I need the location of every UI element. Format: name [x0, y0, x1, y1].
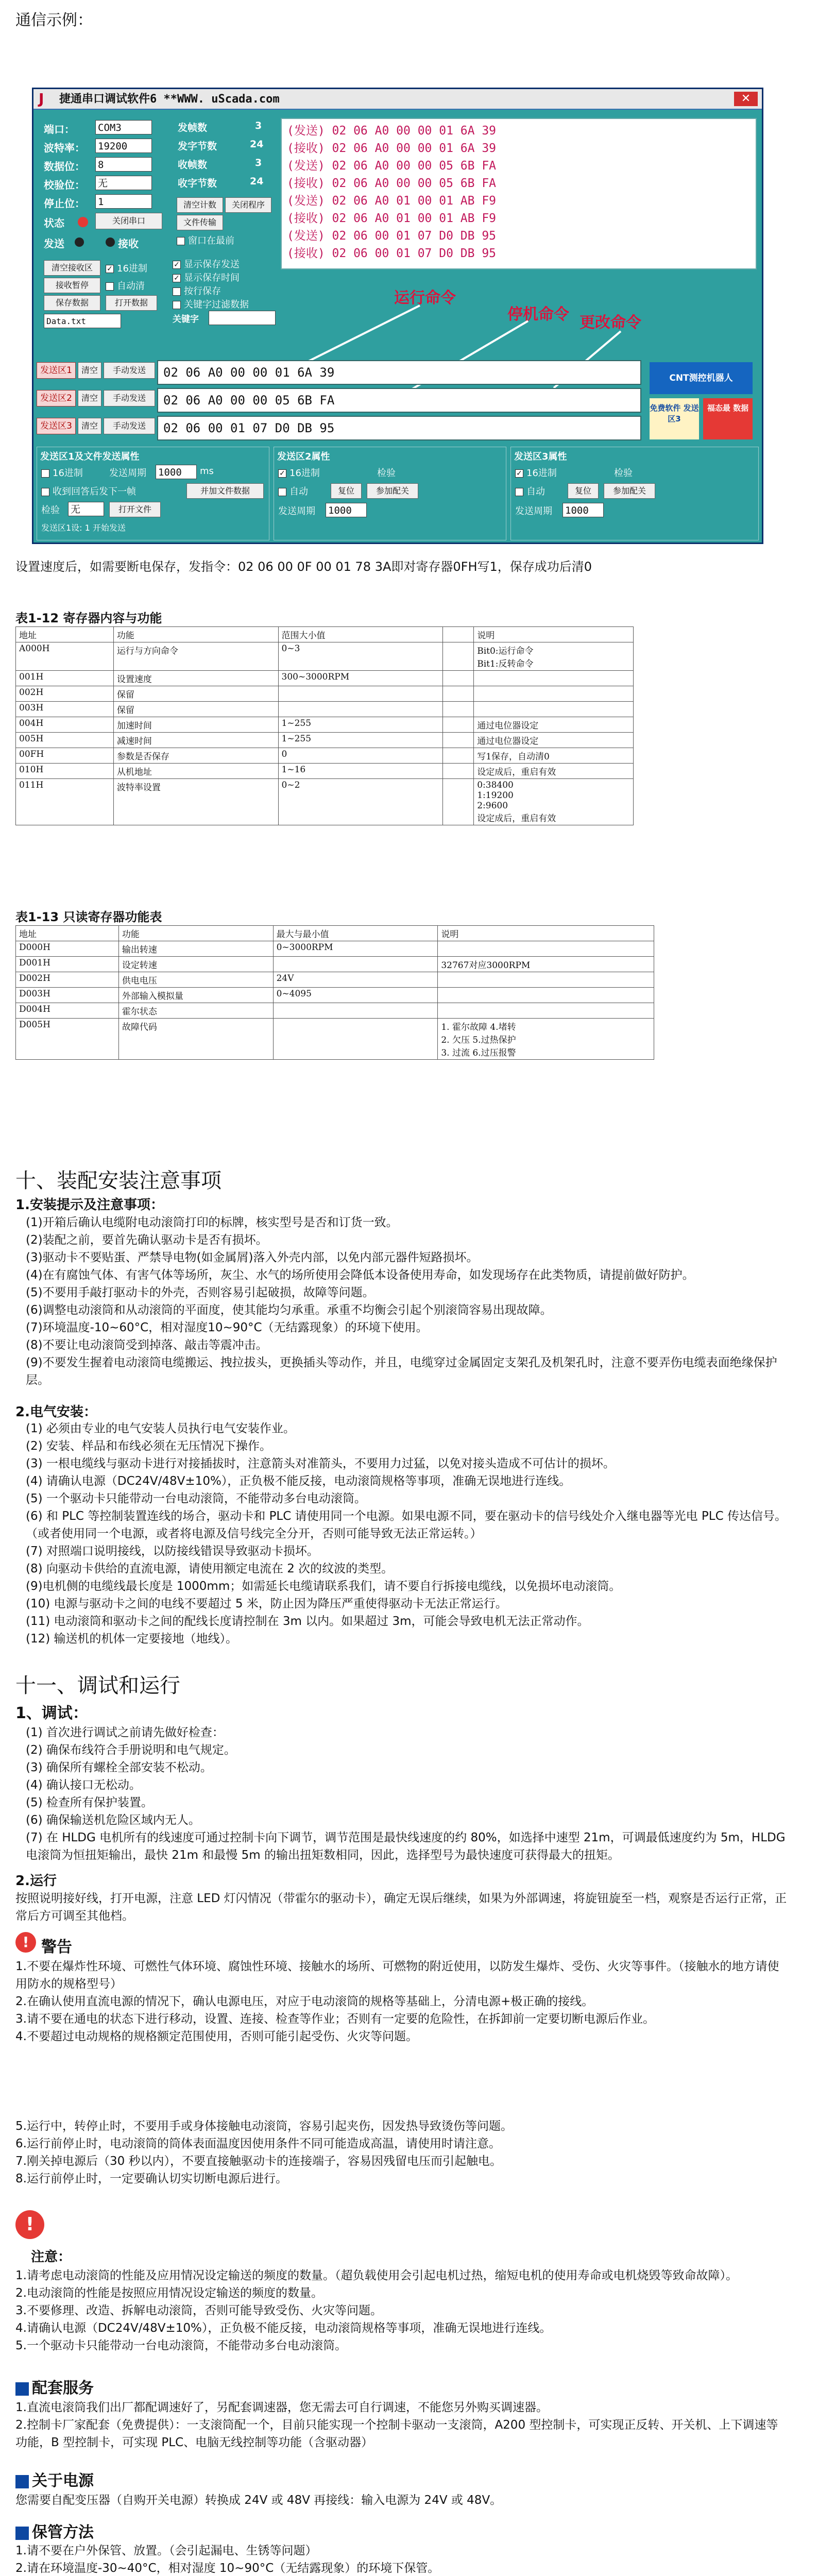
- table-cell: 010H: [16, 764, 114, 779]
- recv-label: 接收: [118, 238, 139, 250]
- table-cell: 地址: [16, 926, 119, 941]
- list-item: 3.请不要在通电的状态下进行移动，设置、连接、检查等作业；否则有一定要的危险性，在拆卸前一定要切断电源后作业。: [15, 2012, 655, 2026]
- table-cell: 1~255: [278, 717, 443, 733]
- panel-title: 发送区1及文件发送属性: [40, 451, 140, 462]
- table-cell: 0~3000RPM: [273, 941, 438, 957]
- auto3-checkbox[interactable]: 自动: [515, 484, 545, 498]
- square-bullet-icon: [15, 2527, 29, 2540]
- service-title: 配套服务: [15, 2375, 94, 2398]
- list-item: 4.请确认电源（DC24V/48V±10%），正负极不能反接，电动滚筒规格等事项，准确无误地进行连线。: [15, 2321, 552, 2335]
- electrical-list: [26, 1420, 788, 1648]
- table2-title: 表1-13 只读寄存器功能表: [15, 910, 162, 924]
- install-list: [26, 1214, 788, 1389]
- table-cell: 0~3: [278, 642, 443, 671]
- power-title: 关于电源: [15, 2468, 94, 2490]
- table-cell: [443, 702, 474, 717]
- clear-receive-button[interactable]: 清空接收区: [44, 260, 100, 276]
- table-cell: 地址: [16, 627, 114, 642]
- list-item: (3) 确保所有螺栓全部安装不松动。: [26, 1761, 212, 1774]
- status-label: 状态: [44, 217, 64, 229]
- manual-send-1-button[interactable]: 手动发送: [104, 362, 155, 379]
- list-item: 1.请不要在户外保管、放置。（会引起漏电、生锈等问题）: [15, 2544, 317, 2557]
- table-cell: 加速时间: [113, 717, 278, 733]
- checksum-select[interactable]: 无: [68, 502, 104, 516]
- table-cell: 1~255: [278, 733, 443, 748]
- power-text: 您需要自配变压器（自购开关电源）转换成 24V 或 48V 再接线：输入电源为 24V 或 48V。: [15, 2494, 502, 2507]
- table-row: [16, 941, 654, 957]
- list-item: (5) 一个驱动卡只能带动一台电动滚筒，不能带动多台电动滚筒。: [26, 1492, 366, 1505]
- section10-title: 十、装配安装注意事项: [15, 1169, 221, 1193]
- data-bits-select[interactable]: 8: [95, 157, 152, 172]
- list-item: 2.在确认使用直流电源的情况下，确认电源电压，对应于电动滚筒的规格等基础上，分清电源+极正确的接线。: [15, 1995, 594, 2008]
- list-item: (3) 一根电缆线与驱动卡进行对接插拔时，注意箭头对准箭头，不要用力过猛，以免对接头造成不可估计的损坏。: [26, 1457, 615, 1470]
- table-cell: 保留: [113, 702, 278, 717]
- hex16-checkbox[interactable]: ✓ 16进制: [106, 261, 147, 275]
- panel-title: 发送区3属性: [514, 451, 567, 462]
- cycle-input[interactable]: 1000: [156, 465, 197, 479]
- table-cell: 0:38400 1:19200 2:9600 设定成后，重启有效: [474, 779, 634, 825]
- list-item: (7)环境温度-10~60°C，相对湿度10~90°C（无结露现象）的环境下使用。: [26, 1321, 428, 1334]
- counter-value: 24: [250, 139, 264, 150]
- table-cell: [273, 1003, 438, 1019]
- table-cell: 最大与最小值: [273, 926, 438, 941]
- baud-select[interactable]: 19200: [95, 139, 152, 153]
- open-data-button[interactable]: 打开数据: [106, 295, 157, 311]
- send-area-1-panel: [37, 447, 269, 540]
- table-cell: 002H: [16, 686, 114, 702]
- square-bullet-icon: [15, 2475, 29, 2488]
- cycle2-label: 发送周期: [278, 506, 315, 517]
- list-item: 6.运行前停止时，电动滚筒的筒体表面温度因使用条件不同可能造成高温，请使用时请注意。: [15, 2137, 501, 2150]
- save-data-button[interactable]: 保存数据: [44, 295, 100, 311]
- cnt-robot-badge[interactable]: CNT测控机器人: [650, 362, 753, 394]
- counter-label: 发字节数: [178, 141, 217, 152]
- send-area-1-input[interactable]: 02 06 A0 00 00 01 6A 39: [157, 360, 641, 385]
- warning-title: 警告: [41, 1938, 72, 1956]
- serial-tool-window: [32, 88, 763, 544]
- table-row: [16, 686, 634, 702]
- table-row: [16, 717, 634, 733]
- cycle3-label: 发送周期: [515, 506, 552, 517]
- close-port-button[interactable]: 关闭串口: [95, 213, 162, 229]
- table-row: [16, 702, 634, 717]
- send-area-1-label: 发送区1: [37, 362, 76, 379]
- table-cell: A000H: [16, 642, 114, 671]
- table-cell: 功能: [118, 926, 273, 941]
- list-item: 2.请在环境温度-30~40°C，相对湿度 10~90°C（无结露现象）的环境下保管。: [15, 2562, 440, 2575]
- table-cell: D001H: [16, 957, 119, 972]
- table-cell: 001H: [16, 671, 114, 686]
- table-row: [16, 733, 634, 748]
- rx-line: (接收) 02 06 A0 00 00 05 6B FA: [287, 177, 497, 190]
- counter-label: 发帧数: [178, 122, 208, 133]
- receive-area[interactable]: [281, 118, 757, 269]
- free-software-badge[interactable]: 免费软件 发送区3: [650, 398, 699, 439]
- table-cell: [443, 686, 474, 702]
- table-cell: [438, 1003, 654, 1019]
- cycle3-input[interactable]: 1000: [563, 503, 604, 517]
- table-cell: 通过电位器设定: [474, 717, 634, 733]
- table-cell: 0~4095: [273, 988, 438, 1003]
- table-cell: 005H: [16, 733, 114, 748]
- table-cell: 外部输入模拟量: [118, 988, 273, 1003]
- list-item: (1) 必须由专业的电气安装人员执行电气安装作业。: [26, 1422, 295, 1435]
- table-cell: D003H: [16, 988, 119, 1003]
- app-logo-icon: J: [39, 90, 44, 107]
- counter-label: 收帧数: [178, 159, 208, 171]
- table-row: [16, 957, 654, 972]
- table-cell: [438, 941, 654, 957]
- send-area-3-label: 发送区3: [37, 418, 76, 434]
- port-label: 端口：: [44, 123, 75, 135]
- rx-line: (接收) 02 06 A0 00 00 01 6A 39: [287, 142, 497, 155]
- warning-icon: !: [15, 1932, 36, 1953]
- table-cell: 参数是否保存: [113, 748, 278, 764]
- clear-count-button[interactable]: 清空计数: [177, 197, 223, 213]
- table-cell: 设置速度: [113, 671, 278, 686]
- reset3-button[interactable]: 复位: [568, 483, 599, 499]
- send-area-2-input[interactable]: 02 06 A0 00 00 05 6B FA: [157, 388, 641, 413]
- table-cell: 供电电压: [118, 972, 273, 988]
- list-item: (8) 向驱动卡供给的直流电源，请使用额定电流在 2 次的纹波的类型。: [26, 1562, 394, 1575]
- recv-led-icon: [106, 238, 115, 247]
- rx-line: (发送) 02 06 00 01 07 D0 DB 95: [287, 229, 497, 243]
- list-item: (5) 检查所有保护装置。: [26, 1796, 153, 1809]
- table-cell: 故障代码: [118, 1019, 273, 1060]
- table-cell: 说明: [438, 926, 654, 941]
- list-item: 5.运行中，转停止时，不要用手或身体接触电动滚筒，容易引起夹伤，因发热导致烫伤等问题。: [15, 2120, 513, 2133]
- ref3-button[interactable]: 参加配关: [604, 483, 655, 499]
- counter-value: 3: [255, 120, 262, 131]
- close-app-button[interactable]: 关闭程序: [225, 197, 271, 213]
- table-cell: 0~2: [278, 779, 443, 825]
- list-item: (2)装配之前，要首先确认驱动卡是否有损坏。: [26, 1233, 268, 1247]
- square-bullet-icon: [15, 2382, 29, 2396]
- table-cell: [443, 733, 474, 748]
- add-file-button[interactable]: 并加文件数据: [186, 483, 264, 499]
- hex16-send3-checkbox[interactable]: ✓16进制: [515, 466, 557, 479]
- table-cell: 设定成后，重启有效: [474, 764, 634, 779]
- annotation-change: 更改命令: [580, 314, 641, 332]
- parity-select[interactable]: 无: [95, 176, 152, 190]
- table-cell: 1~16: [278, 764, 443, 779]
- data-file-input[interactable]: Data.txt: [44, 314, 121, 328]
- run-title: 2.运行: [15, 1873, 57, 1889]
- list-item: (8)不要让电动滚筒受到掉落、敲击等震冲击。: [26, 1338, 268, 1352]
- rx-line: (接收) 02 06 00 01 07 D0 DB 95: [287, 247, 497, 260]
- list-item: (1)开箱后确认电缆附电动滚筒打印的标牌，核实型号是否和订货一致。: [26, 1216, 398, 1229]
- list-item: 3.不要修理、改造、拆解电动滚筒，否则可能导致受伤、火灾等问题。: [15, 2304, 382, 2317]
- cycle2-input[interactable]: 1000: [326, 503, 367, 517]
- list-item: 1.不要在爆炸性环境、可燃性气体环境、腐蚀性环境、接触水的场所、可燃物的附近使用，以防发生爆炸、受伤、火灾等事件。（接触水的地方请使用防水的规格型号）: [15, 1960, 779, 1991]
- hex16-send2-checkbox[interactable]: ✓16进制: [278, 466, 320, 479]
- list-item: (7) 在 HLDG 电机所有的线速度可通过控制卡向下调节，调节范围是最快线速度的约 80%，如选择中速型 21m，可调最低速度约为 5m，HLDG 电滚筒为恒扭矩输出，最快 21m 和最慢 5m 的输出扭矩数相同，因此，选择型号为最快速度可获得最大的扭矩。: [26, 1831, 786, 1862]
- list-item: 2.电动滚筒的性能是按照应用情况设定输送的频度的数量。: [15, 2286, 323, 2300]
- table-cell: [443, 642, 474, 671]
- table-row: [16, 1019, 654, 1060]
- table-row: [16, 1003, 654, 1019]
- table-cell: [443, 671, 474, 686]
- table-cell: [474, 702, 634, 717]
- table-cell: [443, 627, 474, 642]
- table-cell: 24V: [273, 972, 438, 988]
- clear-send-1-button[interactable]: 清空: [78, 362, 101, 379]
- list-item: (4) 请确认电源（DC24V/48V±10%），正负极不能反接，电动滚筒规格等事项，准确无误地进行连线。: [26, 1475, 571, 1488]
- table-row: [16, 671, 634, 686]
- table-row: [16, 972, 654, 988]
- status-led-icon: [78, 217, 88, 227]
- table-cell: 说明: [474, 627, 634, 642]
- reset2-button[interactable]: 复位: [331, 483, 362, 499]
- send-led-icon: [75, 238, 84, 247]
- service-list: [15, 2399, 788, 2451]
- list-item: (6) 确保输送机危险区域内无人。: [26, 1814, 200, 1827]
- table-cell: 设定转速: [118, 957, 273, 972]
- send-label: 发送: [44, 238, 64, 250]
- table-cell: [443, 748, 474, 764]
- table-cell: [474, 686, 634, 702]
- table-row: [16, 779, 634, 825]
- checksum3-label: 检验: [614, 468, 633, 479]
- on-top-checkbox[interactable]: 窗口在最前: [177, 233, 234, 247]
- readonly-table: [15, 925, 654, 1060]
- list-item: (6)调整电动滚筒和从动滚筒的平面度，使其能均匀承重。承重不均衡会引起个别滚筒容易出现故障。: [26, 1303, 552, 1317]
- table-cell: [474, 671, 634, 686]
- table-cell: [273, 957, 438, 972]
- table-header-row: [16, 627, 634, 642]
- register-table: [15, 626, 634, 825]
- bottom-label: 发送区1设: 1 开始发送: [41, 523, 126, 533]
- rx-line: (接收) 02 06 A0 01 00 01 AB F9: [287, 212, 497, 225]
- list-item: (4) 确认接口无松动。: [26, 1778, 141, 1792]
- promo-badge[interactable]: 福态最 数据: [703, 398, 753, 439]
- warning-list: [15, 1958, 788, 2045]
- open-file-button[interactable]: 打开文件: [109, 502, 161, 517]
- hex16-send-checkbox[interactable]: 16进制: [41, 466, 83, 479]
- table-cell: [273, 1019, 438, 1060]
- table-cell: [443, 764, 474, 779]
- table-cell: 功能: [113, 627, 278, 642]
- table-cell: 写1保存，自动清0: [474, 748, 634, 764]
- table-cell: 从机地址: [113, 764, 278, 779]
- list-item: 1.请考虑电动滚筒的性能及应用情况设定输送的频度的数量。（超负载使用会引起电机过热，缩短电机的使用寿命或电机烧毁等致命故障）。: [15, 2269, 738, 2282]
- list-item: (9)不要发生握着电动滚筒电缆搬运、拽拉拔头，更换插头等动作，并且，电缆穿过金属固定支架孔及机架孔时，注意不要弄伤电缆表面绝缘保护层。: [26, 1356, 777, 1387]
- ref2-button[interactable]: 参加配关: [367, 483, 418, 499]
- table-header-row: [16, 926, 654, 941]
- table-cell: 通过电位器设定: [474, 733, 634, 748]
- list-item: (12) 输送机的机体一定要接地（地线）。: [26, 1632, 238, 1646]
- table-cell: 0: [278, 748, 443, 764]
- window-title: 捷通串口调试软件6 **WWW. uScada.com: [33, 89, 762, 110]
- table-cell: [443, 717, 474, 733]
- table-cell: 004H: [16, 717, 114, 733]
- parity-label: 校验位：: [44, 179, 85, 191]
- send-area-2-label: 发送区2: [37, 390, 76, 406]
- list-item: (2) 确保布线符合手册说明和电气规定。: [26, 1743, 236, 1757]
- table-cell: 300~3000RPM: [278, 671, 443, 686]
- port-select[interactable]: COM3: [95, 120, 152, 134]
- save-instruction: 设置速度后，如需要断电保存，发指令：02 06 00 0F 00 01 78 3A即对寄存器0FH写1，保存成功后清0: [15, 560, 592, 574]
- section10-sub2: 2.电气安装：: [15, 1404, 97, 1420]
- table-row: [16, 988, 654, 1003]
- run-text: 按照说明接好线，打开电源，注意 LED 灯闪情况（带霍尔的驱动卡），确定无误后继续，如果为外部调速，将旋钮旋至一档，观察是否运行正常，正常后方可调至其他档。: [15, 1892, 787, 1923]
- rx-line: (发送) 02 06 A0 00 00 05 6B FA: [287, 159, 497, 173]
- ms-label: ms: [200, 466, 214, 477]
- table-cell: Bit0:运行命令 Bit1:反转命令: [474, 642, 634, 671]
- debug-title: 1、调试：: [15, 1704, 88, 1722]
- list-item: (10) 电源与驱动卡之间的电线不要超过 5 米，防止因为降压严重使得驱动卡无法正常运行。: [26, 1597, 507, 1611]
- checksum2-label: 检验: [377, 468, 396, 479]
- table-cell: [438, 972, 654, 988]
- section10-sub1: 1.安装提示及注意事项：: [15, 1197, 164, 1213]
- storage-list: [15, 2542, 788, 2576]
- table-cell: 减速时间: [113, 733, 278, 748]
- table-cell: 波特率设置: [113, 779, 278, 825]
- table1-title: 表1-12 寄存器内容与功能: [15, 611, 162, 625]
- list-item: (1) 首次进行调试之前请先做好检查：: [26, 1726, 224, 1739]
- auto2-checkbox[interactable]: 自动: [278, 484, 308, 498]
- debug-list: [26, 1724, 788, 1864]
- list-item: (4)在有腐蚀气体、有害气体等场所，灰尘、水气的场所使用会降低本设备使用寿命，如发现场存在此类物质，请提前做好防护。: [26, 1268, 694, 1282]
- data-bits-label: 数据位：: [44, 160, 85, 173]
- table-cell: 输出转速: [118, 941, 273, 957]
- table-cell: 1. 霍尔故障 4.堵转 2. 欠压 5.过热保护 3. 过流 6.过压报警: [438, 1019, 654, 1060]
- table-cell: 霍尔状态: [118, 1003, 273, 1019]
- list-item: 8.运行前停止时，一定要确认切实切断电源后进行。: [15, 2172, 287, 2185]
- list-item: 5.一个驱动卡只能带动一台电动滚筒，不能带动多台电动滚筒。: [15, 2339, 347, 2352]
- panel-title: 发送区2属性: [277, 451, 330, 462]
- table-cell: [443, 779, 474, 825]
- counter-value: 24: [250, 176, 264, 187]
- manual-send-2-button[interactable]: 手动发送: [104, 390, 155, 406]
- show-send-checkbox[interactable]: ✓显示保存发送: [173, 257, 240, 270]
- show-time-checkbox[interactable]: ✓显示保存时间: [173, 270, 240, 284]
- table-cell: 00FH: [16, 748, 114, 764]
- list-item: 2.控制卡厂家配套（免费提供）：一支滚筒配一个，目前只能实现一个控制卡驱动一支滚筒，A200 型控制卡，可实现正反转、开关机、上下调速等功能，B 型控制卡，可实现 PLC、电脑无线控制等功能（含驱动器）: [15, 2418, 778, 2449]
- list-item: (9)电机侧的电缆线最长度是 1000mm；如需延长电缆请联系我们，请不要自行拆接电缆线，以免损坏电动滚筒。: [26, 1580, 621, 1593]
- table-cell: 运行与方向命令: [113, 642, 278, 671]
- list-item: 4.不要超过电动规格的规格额定范围使用，否则可能引起受伤、火灾等问题。: [15, 2030, 418, 2043]
- note-list: [15, 2267, 788, 2354]
- table-cell: D000H: [16, 941, 119, 957]
- counter-label: 收字节数: [178, 178, 217, 189]
- list-item: (11) 电动滚筒和驱动卡之间的配线长度请控制在 3m 以内。如果超过 3m，可能会导致电机无法正常动作。: [26, 1615, 589, 1628]
- baud-label: 波特率：: [44, 142, 85, 154]
- storage-title: 保管方法: [15, 2519, 94, 2542]
- line-save-checkbox[interactable]: 按行保存: [173, 284, 221, 297]
- table-row: [16, 764, 634, 779]
- keyword-input[interactable]: [209, 311, 276, 325]
- keyword-filter-checkbox[interactable]: 关键字过滤数据: [173, 297, 249, 311]
- table-cell: 32767对应3000RPM: [438, 957, 654, 972]
- rx-next-checkbox[interactable]: 收到回答后发下一帧: [41, 484, 136, 498]
- send-area-3-panel: [510, 447, 759, 540]
- close-icon[interactable]: ✕: [734, 92, 758, 106]
- list-item: (7) 对照端口说明接线，以防接线错误导致驱动卡损坏。: [26, 1545, 319, 1558]
- counter-value: 3: [255, 157, 262, 168]
- table-cell: 011H: [16, 779, 114, 825]
- table-cell: [438, 988, 654, 1003]
- table-row: [16, 642, 634, 671]
- table-cell: D002H: [16, 972, 119, 988]
- pause-receive-button[interactable]: 接收暂停: [44, 278, 100, 293]
- stop-bits-select[interactable]: 1: [95, 194, 152, 209]
- table-cell: 003H: [16, 702, 114, 717]
- keyword-label: 关键字: [173, 314, 199, 325]
- table-cell: 保留: [113, 686, 278, 702]
- section11-title: 十一、调试和运行: [15, 1674, 180, 1698]
- attention-icon: !: [15, 2210, 44, 2239]
- rx-line: (发送) 02 06 A0 01 00 01 AB F9: [287, 194, 497, 208]
- table-cell: D004H: [16, 1003, 119, 1019]
- stop-bits-label: 停止位：: [44, 197, 85, 210]
- intro-text: 通信示例：: [15, 11, 93, 29]
- table-row: [16, 748, 634, 764]
- table-cell: 范围大小值: [278, 627, 443, 642]
- manual-send-3-button[interactable]: 手动发送: [104, 418, 155, 434]
- list-item: (6) 和 PLC 等控制装置连线的场合，驱动卡和 PLC 请使用同一个电源。如果电源不同，要在驱动卡的信号线处介入继电器等光电 PLC 传达信号。（或者使用同一个电源，或者将电源及信号线完全分开，否则可能导致无法正常运转。）: [26, 1510, 787, 1540]
- run-cautions-list: [15, 2117, 788, 2188]
- clear-send-2-button[interactable]: 清空: [78, 390, 101, 406]
- file-transfer-button[interactable]: 文件传输: [177, 215, 223, 230]
- send-area-3-input[interactable]: 02 06 00 01 07 D0 DB 95: [157, 416, 641, 440]
- table-cell: D005H: [16, 1019, 119, 1060]
- table-cell: [278, 702, 443, 717]
- auto-clear-checkbox[interactable]: 自动清: [106, 279, 145, 292]
- annotation-run: 运行命令: [394, 289, 456, 307]
- send-area-2-panel: [274, 447, 506, 540]
- list-item: 7.刚关掉电源后（30 秒以内），不要直接触驱动卡的连接端子，容易因残留电压而引起触电。: [15, 2155, 502, 2168]
- note-title: 注意：: [31, 2249, 72, 2265]
- checksum-label: 检验: [41, 505, 60, 516]
- table-cell: [278, 686, 443, 702]
- list-item: (3)驱动卡不要贴蛋、严禁导电物(如金属屑)落入外壳内部，以免内部元器件短路损坏。: [26, 1251, 479, 1264]
- clear-send-3-button[interactable]: 清空: [78, 418, 101, 434]
- annotation-stop: 停机命令: [507, 306, 569, 324]
- list-item: (5)不要用手敲打驱动卡的外壳，否则容易引起破损，故障等问题。: [26, 1286, 374, 1299]
- cycle-label: 发送周期: [109, 468, 146, 479]
- list-item: (2) 安装、样品和布线必须在无压情况下操作。: [26, 1439, 271, 1453]
- list-item: 1.直流电滚筒我们出厂都配调速好了，另配套调速器，您无需去可自行调速，不能您另外购买调速器。: [15, 2401, 548, 2414]
- rx-line: (发送) 02 06 A0 00 00 01 6A 39: [287, 124, 497, 138]
